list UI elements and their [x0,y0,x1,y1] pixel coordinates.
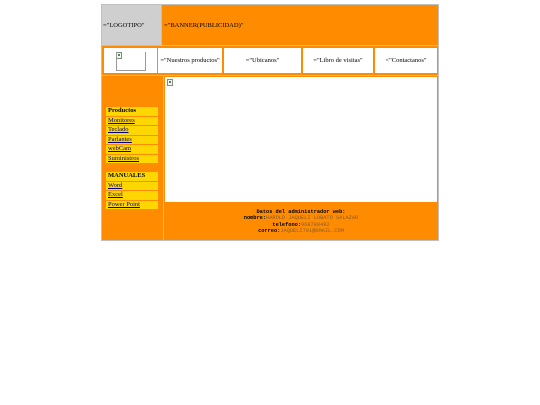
broken-image-icon [167,79,173,86]
menu-item-parlantes[interactable]: Parlantes [106,136,158,145]
admin-name-value: HAROLD JAQUELI LOBATO SALAZAR [266,215,359,222]
admin-email-label: correo: [258,228,281,235]
admin-info [164,204,438,240]
menu-item-powerpoint[interactable]: Power Point [106,201,158,210]
nav-products-label: ="Nuestros productos" [160,57,220,64]
menu-item-excel[interactable]: Excel [106,191,158,200]
logo-text: ="LOGOTIPO" [103,21,145,29]
admin-email-value: JAQUELI701@GMAIL.COM [280,228,344,235]
home-image-frame [116,52,146,71]
nav-contact[interactable] [375,48,437,73]
menu-item-webcam[interactable]: webCam [106,145,158,154]
manuals-menu [106,172,158,210]
manuals-header: MANUALES [106,172,158,181]
admin-title: Datos del administrador web: [256,209,346,215]
nav-locate[interactable] [224,48,301,73]
nav-guestbook-label: ="Libro de visitas" [313,57,363,64]
sidebar [102,76,163,240]
content-area [164,76,438,240]
nav-bar [102,46,438,75]
banner-cell [162,5,438,45]
products-menu [106,107,158,164]
menu-item-word[interactable]: Word [106,182,158,191]
nav-guestbook[interactable] [303,48,373,73]
products-header: Productos [106,107,158,116]
menu-item-suministros[interactable]: Suministros [106,155,158,164]
nav-home-image[interactable] [104,48,157,73]
admin-phone-label: telefono: [272,221,301,228]
menu-item-teclado[interactable]: Teclado [106,126,158,135]
logo-cell [102,5,161,45]
admin-name-label: nombre: [243,215,267,222]
main-content-panel [165,77,437,202]
nav-contact-label: <"Contactanos" [385,57,427,64]
nav-locate-label: ="Ubicanos" [245,57,280,64]
menu-item-monitores[interactable]: Monitores [106,117,158,126]
page-frame [101,4,439,241]
banner-text: ="BANNER(PUBLICIDAD)" [164,21,244,29]
nav-products[interactable] [158,48,222,73]
admin-phone-value: 968789492 [301,221,330,228]
